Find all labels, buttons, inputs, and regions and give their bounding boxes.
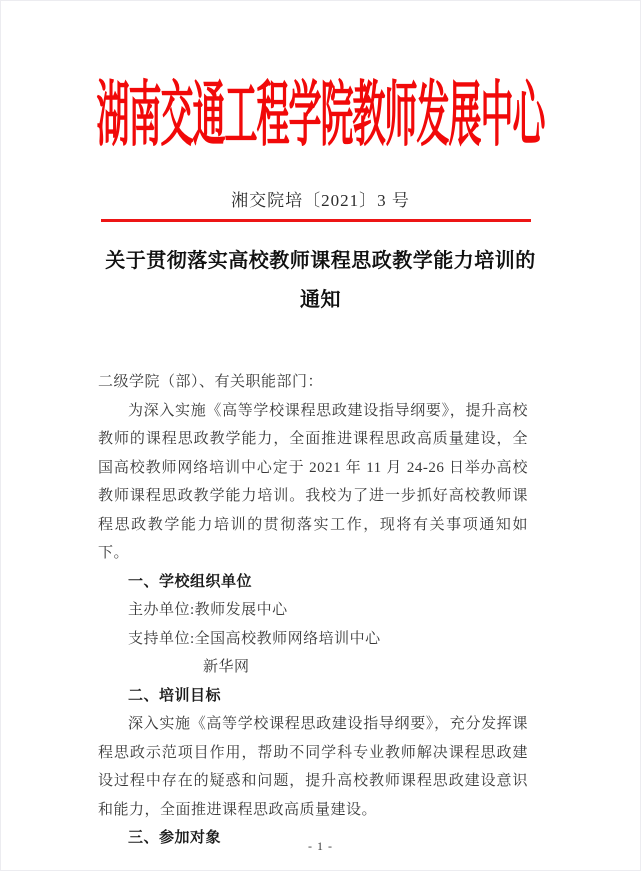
letterhead bbox=[1, 78, 640, 157]
intro-paragraph: 为深入实施《高等学校课程思政建设指导纲要》，提升高校教师的课程思政教学能力，全面推进课程思政高质量建设，全国高校教师网络培训中心定于 2021 年 11 月 24-26 日举办高校教师课程思政教学能力培训。我校为了进一步抓好高校教师课程思政教学能力培训的贯彻落实工作，现将有关事项通知如下。 bbox=[98, 402, 528, 561]
goal-paragraph: 深入实施《高等学校课程思政建设指导纲要》，充分发挥课程思政示范项目作用，帮助不同学科专业教师解决课程思政建设过程中存在的疑惑和问题，提升高校教师课程思政建设意识和能力，全面推进课程思政高质量建设。 bbox=[98, 716, 528, 818]
notice-title-line2: 通知 bbox=[300, 289, 341, 311]
support-unit-extra-line: 新华网 bbox=[203, 659, 250, 675]
doc-number: 湘交院培〔2021〕3 号 bbox=[231, 191, 410, 210]
support-unit-line: 支持单位:全国高校教师网络培训中心 bbox=[128, 630, 381, 647]
salutation: 二级学院（部）、有关职能部门： bbox=[98, 374, 324, 390]
section-heading-1: 一、学校组织单位 bbox=[128, 572, 253, 590]
section-heading-3: 三、参加对象 bbox=[128, 829, 222, 846]
host-unit-line: 主办单位:教师发展中心 bbox=[128, 602, 288, 618]
section-heading-2: 二、培训目标 bbox=[128, 686, 222, 704]
page-number: - 1 - bbox=[308, 839, 333, 853]
notice-title bbox=[1, 242, 640, 320]
notice-title-line1: 关于贯彻落实高校教师课程思政教学能力培训的 bbox=[105, 250, 536, 272]
document-body bbox=[1, 368, 640, 853]
red-divider bbox=[101, 219, 531, 222]
letterhead-title: 湖南交通工程学院教师发展中心 bbox=[96, 78, 545, 157]
